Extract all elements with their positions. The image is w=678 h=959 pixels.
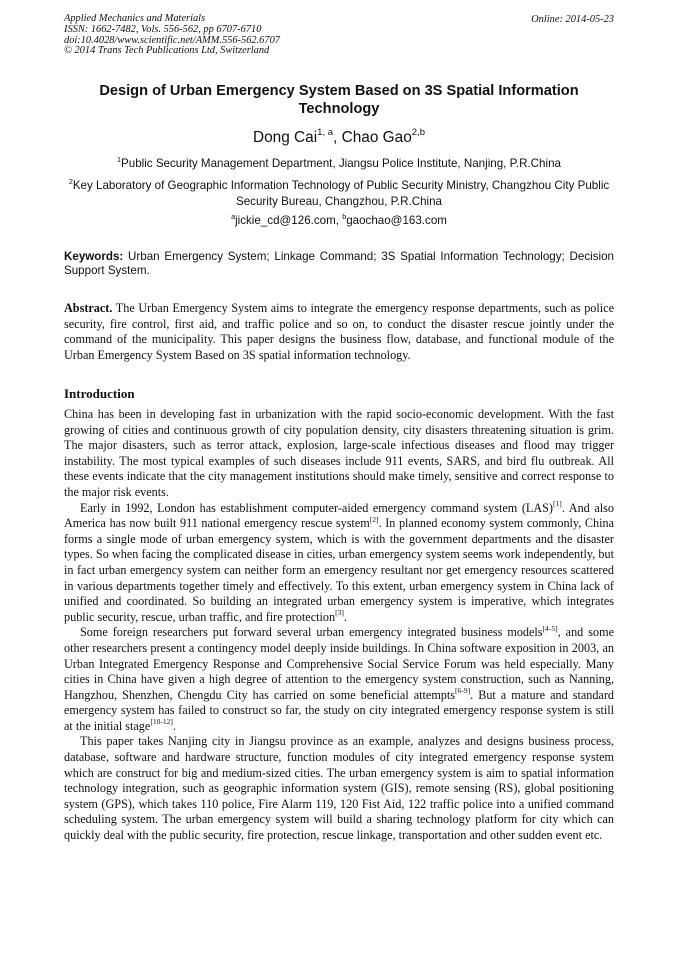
abstract <box>64 301 614 363</box>
email-mark: a <box>231 211 236 221</box>
affiliation-1 <box>64 156 614 172</box>
citation: [10-12] <box>150 717 173 727</box>
affiliation-text: Public Security Management Department, Jiangsu Police Institute, Nanjing, P.R.China <box>121 157 561 170</box>
paragraph-text: , and some other researchers present a contingency model deeply inside buildings. In China software exposition in 2003, an Urban Integrated Emergency Response and Comprehensive Social Service Forum was held especially. Many cities in China have given a high degree of attention to the emergency system construction, such as Nanning, Hangzhou, Shenzhen, Chengdu City has carried on some beneficial attempts <box>64 625 614 702</box>
keywords-label: Keywords: <box>64 250 124 263</box>
abstract-label: Abstract. <box>64 301 113 315</box>
email-text: gaochao@163.com <box>346 214 447 227</box>
paragraph-text: . <box>343 609 347 624</box>
keywords <box>64 250 614 278</box>
citation: [3] <box>335 608 344 618</box>
online-date: Online: 2014-05-23 <box>531 14 614 25</box>
citation: [4-5] <box>542 623 558 633</box>
abstract-text: The Urban Emergency System aims to integrate the emergency response departments, such as police security, fire control, first aid, and traffic police and so on, to conduct the disaster rescue jointly under the command of the municipality. This paper designs the business flow, database, and functional module of the Urban Emergency System Based on 3S spatial information technology. <box>64 301 614 362</box>
affiliation-2 <box>64 178 614 210</box>
doi-line: doi:10.4028/www.scientific.net/AMM.556-562.6707 <box>64 34 280 46</box>
journal-header <box>64 14 280 57</box>
introduction-body <box>64 407 614 844</box>
affiliation-mark: 1 <box>117 154 122 164</box>
author-name: Dong Cai <box>252 129 318 146</box>
paper-title: Design of Urban Emergency System Based on 3S Spatial Information Technology <box>99 83 579 117</box>
author-name: Chao Gao <box>341 129 412 146</box>
paragraph <box>64 625 614 734</box>
paragraph: China has been in developing fast in urbanization with the rapid socio-economic development. With the fast growing of cities and continuous growth of city population density, city disasters threatening situation is grim. The major disasters, such as terror attack, explosion, large-scale infectious diseases and flood may trigger instability. The most typical examples of such diseases include 911 events, SARS, and bird flu outbreak. All these events indicate that the city management institutions should make timely, sensitive and correct response to the major risk events. <box>64 407 614 499</box>
paragraph-text: Early in 1992, London has establishment computer-aided emergency command system (LAS) <box>80 500 553 515</box>
affiliation-mark: 2 <box>68 176 73 186</box>
citation: [1] <box>553 499 562 509</box>
paragraph-text: . <box>172 718 176 733</box>
email-text: jickie_cd@126.com, <box>235 214 343 227</box>
citation: [6-9] <box>455 686 471 696</box>
author-affiliation-mark: 1, a <box>317 127 334 139</box>
issn-line: ISSN: 1662-7482, Vols. 556-562, pp 6707-6710 <box>64 23 262 35</box>
paragraph <box>64 501 614 626</box>
paragraph-text: Some foreign researchers put forward several urban emergency integrated business models <box>80 625 543 640</box>
author-separator: , <box>333 129 342 146</box>
paragraph-text: . In planned economy system commonly, China forms a single mode of urban emergency system, which is with the government departments and the disaster types. So when facing the complicated disease in cities, urban emergency system seems work independently, but in fact urban emergency system can neither form an emergency resultant nor get emergency resources scattered in various departments together timely and effectively. To this extent, urban emergency system in China lack of unified and coordinated. So building an integrated urban emergency system is imperative, which integrates public security, rescue, urban traffic, and fire protection <box>64 516 614 624</box>
email-mark: b <box>342 211 347 221</box>
paragraph-text: . And also America has now built 911 national emergency rescue system <box>64 500 615 531</box>
copyright-line: © 2014 Trans Tech Publications Ltd, Switzerland <box>64 45 270 57</box>
keywords-text: Urban Emergency System; Linkage Command; 3S Spatial Information Technology; Decision Support System. <box>64 250 614 277</box>
paragraph: This paper takes Nanjing city in Jiangsu province as an example, analyzes and designs business process, database, software and hardware structure, function modules of city integrated emergency response system which are construct for big and medium-sized cities. The urban emergency system is aim to spatial information technology integration, such as geographic information system (GIS), remote sensing (RS), global positioning system (GPS), which takes 110 police, Fire Alarm 119, 120 Fist Aid, 122 traffic police into a unified command scheduling system. The urban emergency system will build a sharing technology platform for city which can quickly deal with the public security, fire protection, rescue linkage, transportation and other sudden event etc. <box>64 734 614 843</box>
section-heading: Introduction <box>64 386 135 401</box>
author-affiliation-mark: 2,b <box>411 127 426 139</box>
author-line <box>64 129 614 147</box>
journal-name: Applied Mechanics and Materials <box>64 13 206 24</box>
email-line <box>64 213 614 229</box>
citation: [2] <box>369 514 379 524</box>
affiliation-text: Key Laboratory of Geographic Information Technology of Public Security Ministry, Changzhou City Public Security Bureau, Changzhou, P.R.China <box>72 179 610 208</box>
paragraph-text: . But a mature and standard emergency system has failed to construct so far, the study on city integrated emergency response system is still at the initial stage <box>64 687 614 733</box>
